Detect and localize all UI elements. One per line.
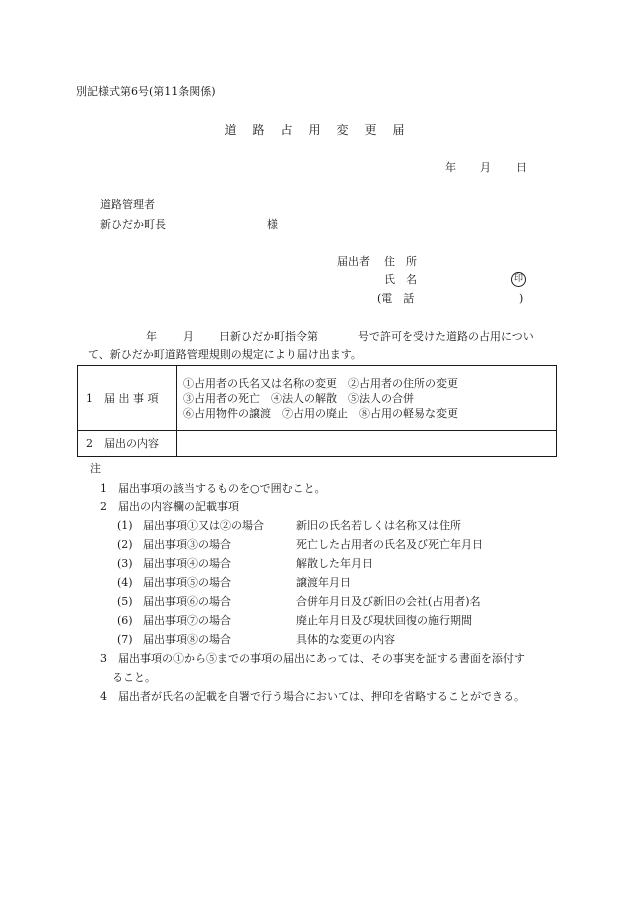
sub-item-case: 届出事項⑤の場合 xyxy=(143,576,231,589)
sub-item-case: 届出事項⑦の場合 xyxy=(143,614,231,627)
form-label: 別記様式第6号(第11条関係) xyxy=(76,85,216,98)
applicant-name-label: 氏 名 xyxy=(384,273,417,286)
title-char: 変 xyxy=(336,123,350,137)
row-content-value xyxy=(177,431,557,457)
sub-item-case: 届出事項①又は②の場合 xyxy=(143,519,264,532)
date-day: 日 xyxy=(516,161,527,174)
sub-item-detail: 死亡した占用者の氏名及び死亡年月日 xyxy=(296,538,483,551)
table-row xyxy=(78,431,557,457)
sub-item-detail: 廃止年月日及び現状回復の施行期間 xyxy=(296,614,472,627)
body-permit-text: 号で許可を受けた道路の占用につい xyxy=(358,330,534,343)
sub-item-case: 届出事項④の場合 xyxy=(143,557,231,570)
sub-item-num: (3) xyxy=(117,557,133,570)
title-char: 道 xyxy=(224,123,238,137)
sub-item-num: (1) xyxy=(117,519,133,532)
seal-mark: 印 xyxy=(511,272,526,287)
title-char: 路 xyxy=(252,123,266,137)
note-item-3: 3 届出事項の①から⑤までの事項の届出にあっては、その事実を証する書面を添付す xyxy=(100,652,525,665)
notification-table xyxy=(77,365,557,457)
item-line: ⑥占用物件の譲渡 ⑦占用の廃止 ⑧占用の軽易な変更 xyxy=(183,406,458,420)
sub-item-detail: 解散した年月日 xyxy=(296,557,373,570)
sub-item-detail: 新旧の氏名若しくは名称又は住所 xyxy=(296,519,461,532)
title-char: 用 xyxy=(308,123,322,137)
body-year: 年 xyxy=(146,330,157,343)
title-char: 更 xyxy=(364,123,378,137)
note-item-2: 2 届出の内容欄の記載事項 xyxy=(100,500,239,513)
applicant-label: 届出者 xyxy=(337,255,370,268)
item-line: ③占用者の死亡 ④法人の解散 ⑤法人の合併 xyxy=(183,391,414,405)
note-item-4: 4 届出者が氏名の記載を自署で行う場合においては、押印を省略することができる。 xyxy=(100,690,525,703)
sub-item-detail: 合併年月日及び新旧の会社(占用者)名 xyxy=(296,595,481,608)
document-title xyxy=(0,124,630,136)
sub-item-case: 届出事項⑧の場合 xyxy=(143,633,231,646)
date-year: 年 xyxy=(445,161,456,174)
note-item-3-cont: ること。 xyxy=(112,671,156,684)
body-line-2: て、新ひだか町道路管理規則の規定により届け出ます。 xyxy=(88,348,362,361)
table-row xyxy=(78,366,557,431)
applicant-tel-close: ) xyxy=(519,292,524,305)
sub-item-num: (7) xyxy=(117,633,133,646)
body-day-directive: 日新ひだか町指令第 xyxy=(219,330,318,343)
sub-item-num: (4) xyxy=(117,576,133,589)
notes-heading: 注 xyxy=(90,462,101,475)
title-char: 届 xyxy=(392,123,406,137)
item-line: ①占用者の氏名又は名称の変更 ②占用者の住所の変更 xyxy=(183,376,458,390)
sub-item-num: (6) xyxy=(117,614,133,627)
sub-item-num: (5) xyxy=(117,595,133,608)
addressee-name: 新ひだか町長 xyxy=(100,218,166,231)
sub-item-case: 届出事項⑥の場合 xyxy=(143,595,231,608)
sub-item-detail: 具体的な変更の内容 xyxy=(296,633,395,646)
addressee-title: 道路管理者 xyxy=(100,198,155,211)
body-month: 月 xyxy=(183,330,194,343)
sub-item-detail: 譲渡年月日 xyxy=(296,576,351,589)
row-head-items: 1 届 出 事 項 xyxy=(78,366,177,431)
applicant-address-label: 住 所 xyxy=(384,255,417,268)
title-char: 占 xyxy=(280,123,294,137)
row-items-content xyxy=(177,366,557,431)
applicant-tel-label: (電 話 xyxy=(377,292,415,305)
sub-item-case: 届出事項③の場合 xyxy=(143,538,231,551)
sub-item-num: (2) xyxy=(117,538,133,551)
date-month: 月 xyxy=(480,161,491,174)
addressee-honorific: 様 xyxy=(267,218,278,231)
row-head-content: 2 届出の内容 xyxy=(78,431,177,457)
note-item-1: 1 届出事項の該当するものを○で囲むこと。 xyxy=(100,482,326,495)
